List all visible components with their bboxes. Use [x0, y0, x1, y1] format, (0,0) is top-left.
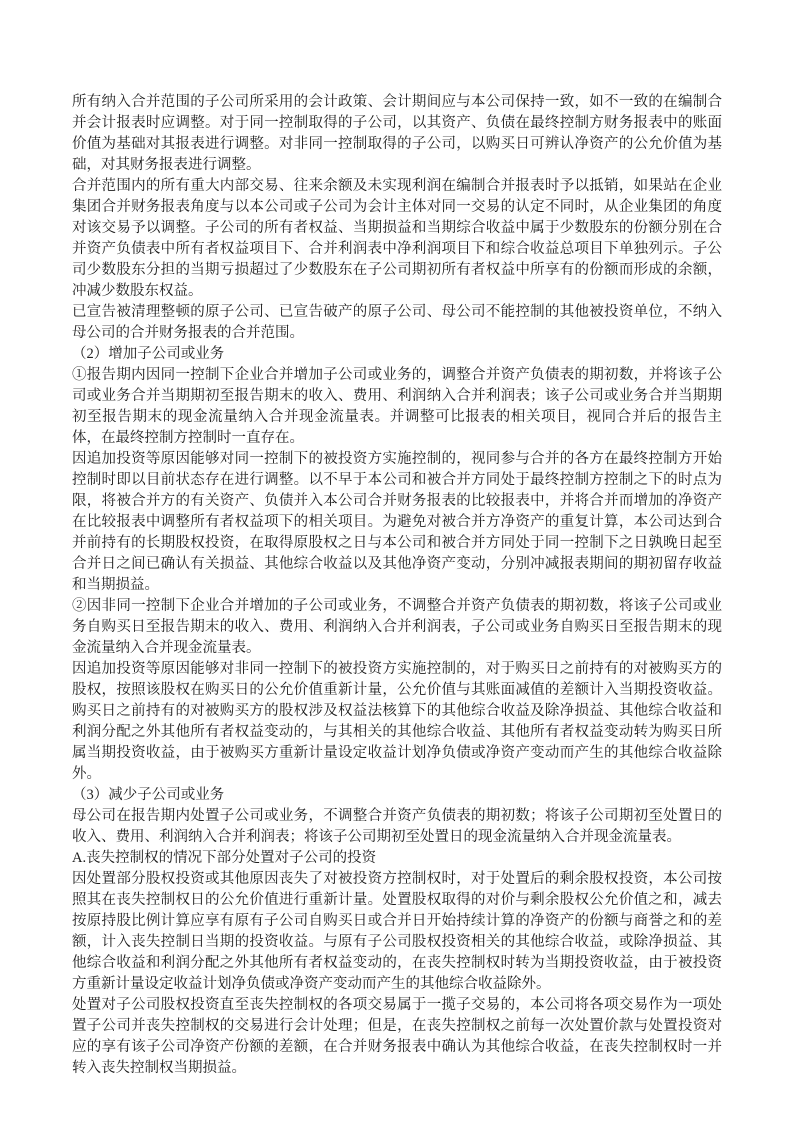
paragraph: 母公司在报告期内处置子公司或业务，不调整合并资产负债表的期初数；将该子公司期初至处置日的收入、费用、利润纳入合并利润表；将该子公司期初至处置日的现金流量纳入合并现金流量表。 [72, 808, 722, 845]
paragraph: （2）增加子公司或业务 [72, 346, 225, 362]
paragraph: ②因非同一控制下企业合并增加的子公司或业务，不调整合并资产负债表的期初数，将该子公司或业务自购买日至报告期末的收入、费用、利润纳入合并利润表，子公司或业务自购买日至报告期末的现金流量纳入合并现金流量表。 [72, 598, 722, 656]
document-body [72, 92, 722, 1079]
paragraph: 已宣告被清理整顿的原子公司、已宣告破产的原子公司、母公司不能控制的其他被投资单位，不纳入母公司的合并财务报表的合并范围。 [72, 304, 722, 341]
paragraph: 因追加投资等原因能够对同一控制下的被投资方实施控制的，视同参与合并的各方在最终控制方开始控制时即以目前状态存在进行调整。以不早于本公司和被合并方同处于最终控制方控制之下的时点为限，将被合并方的有关资产、负债并入本公司合并财务报表的比较报表中，并将合并而增加的净资产在比较报表中调整所有者权益项下的相关项目。为避免对被合并方净资产的重复计算，本公司达到合并前持有的长期股权投资，在取得原股权之日与本公司和被合并方同处于同一控制下之日孰晚日起至合并日之间已确认有关损益、其他综合收益以及其他净资产变动，分别冲减报表期间的期初留存收益和当期损益。 [72, 451, 722, 593]
paragraph: A.丧失控制权的情况下部分处置对子公司的投资 [72, 850, 377, 866]
paragraph: ①报告期内因同一控制下企业合并增加子公司或业务的，调整合并资产负债表的期初数，并将该子公司或业务合并当期期初至报告期末的收入、费用、利润纳入合并利润表；该子公司或业务合并当期期初至报告期末的现金流量纳入合并现金流量表。并调整可比报表的相关项目，视同合并后的报告主体，在最终控制方控制时一直存在。 [72, 367, 722, 446]
paragraph: 因处置部分股权投资或其他原因丧失了对被投资方控制权时，对于处置后的剩余股权投资，本公司按照其在丧失控制权日的公允价值进行重新计量。处置股权取得的对价与剩余股权公允价值之和，减去按原持股比例计算应享有原有子公司自购买日或合并日开始持续计算的净资产的份额与商誉之和的差额，计入丧失控制日当期的投资收益。与原有子公司股权投资相关的其他综合收益，或除净损益、其他综合收益和利润分配之外其他所有者权益变动的，在丧失控制权时转为当期投资收益，由于被投资方重新计量设定收益计划净负债或净资产变动而产生的其他综合收益除外。 [72, 871, 722, 992]
paragraph: 因追加投资等原因能够对非同一控制下的被投资方实施控制的，对于购买日之前持有的对被购买方的股权，按照该股权在购买日的公允价值重新计量，公允价值与其账面减值的差额计入当期投资收益。购买日之前持有的对被购买方的股权涉及权益法核算下的其他综合收益及除净损益、其他综合收益和利润分配之外其他所有者权益变动的，与其相关的其他综合收益、其他所有者权益变动转为购买日所属当期投资收益，由于被购买方重新计量设定收益计划净负债或净资产变动而产生的其他综合收益除外。 [72, 661, 722, 782]
paragraph: 合并范围内的所有重大内部交易、往来余额及未实现利润在编制合并报表时予以抵销，如果站在企业集团合并财务报表角度与以本公司或子公司为会计主体对同一交易的认定不同时，从企业集团的角度对该交易予以调整。子公司的所有者权益、当期损益和当期综合收益中属于少数股东的份额分别在合并资产负债表中所有者权益项目下、合并利润表中净利润项目下和综合收益总项目下单独列示。子公司少数股东分担的当期亏损超过了少数股东在子公司期初所有者权益中所享有的份额而形成的余额，冲减少数股东权益。 [72, 178, 722, 299]
paragraph: 处置对子公司股权投资直至丧失控制权的各项交易属于一揽子交易的，本公司将各项交易作为一项处置子公司并丧失控制权的交易进行会计处理；但是，在丧失控制权之前每一次处置价款与处置投资对应的享有该子公司净资产份额的差额，在合并财务报表中确认为其他综合收益，在丧失控制权时一并转入丧失控制权当期损益。 [72, 997, 722, 1076]
paragraph: 所有纳入合并范围的子公司所采用的会计政策、会计期间应与本公司保持一致，如不一致的在编制合并会计报表时应调整。对于同一控制取得的子公司，以其资产、负债在最终控制方财务报表中的账面价值为基础对其报表进行调整。对非同一控制取得的子公司，以购买日可辨认净资产的公允价值为基础，对其财务报表进行调整。 [72, 94, 722, 173]
paragraph: （3）减少子公司或业务 [72, 787, 225, 803]
